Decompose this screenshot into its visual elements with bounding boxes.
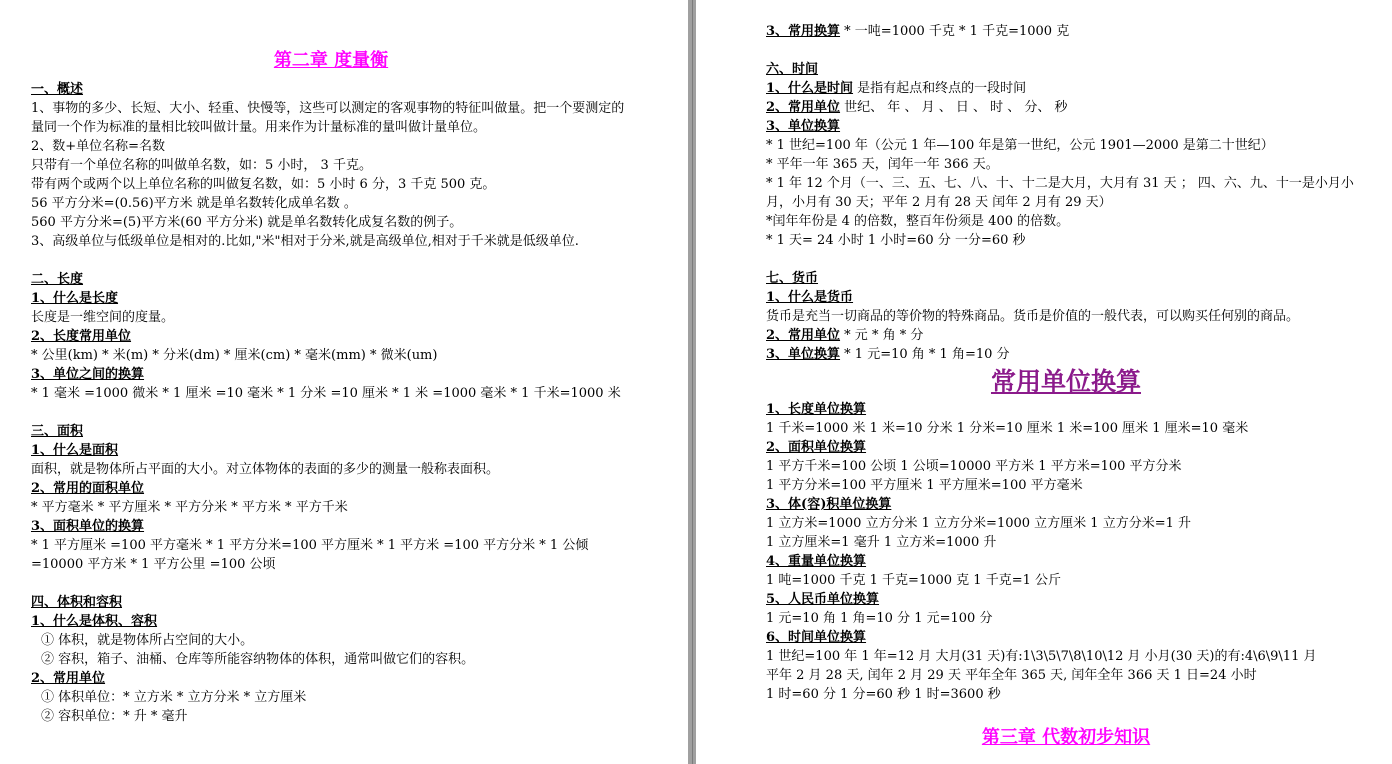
- volume-answer-2b: ② 容积单位：* 升 * 毫升: [41, 709, 188, 724]
- volume-question-2: 2、常用单位: [31, 671, 106, 686]
- overview-paragraph-1: 1、事物的多少、长短、大小、轻重、快慢等，这些可以测定的客观事物的特征叫做量。把一个要测定的量同一个作为标准的量相比较叫做计量。用来作为计量标准的量叫做计量单位。: [31, 101, 625, 135]
- section-heading-volume: 四、体积和容积: [31, 595, 123, 610]
- left-page: [0, 0, 688, 764]
- weight-conversion-label: 3、常用换算: [766, 24, 841, 39]
- section-heading-currency: 七、货币: [766, 271, 819, 286]
- overview-paragraph-7: 3、高级单位与低级单位是相对的.比如,"米"相对于分米,就是高级单位,相对于千米就是低级单位.: [31, 234, 579, 249]
- time-bullet-3: * 1 年 12 个月（一、三、五、七、八、十、十二是大月，大月有 31 天 ； 四、六、九、十一是小月小月，小月有 30 天；平年 2 月有 28 天 闰年 2 月有 29 天）: [766, 176, 1354, 210]
- overview-paragraph-2: 2、数+单位名称=名数: [31, 139, 166, 154]
- time-answer-2: 世纪、 年 、 月 、 日 、 时 、 分、 秒: [840, 100, 1068, 115]
- right-column: [766, 0, 1366, 752]
- volume-answer-1a: ① 体积，就是物体所占空间的大小。: [41, 633, 254, 648]
- conv-heading-length: 1、长度单位换算: [766, 402, 867, 417]
- time-question-1: 1、什么是时间: [766, 81, 854, 96]
- time-answer-1: 是指有起点和终点的一段时间: [853, 81, 1027, 96]
- section-heading-length: 二、长度: [31, 272, 84, 287]
- time-bullet-5: * 1 天= 24 小时 1 小时=60 分 一分=60 秒: [766, 233, 1026, 248]
- area-answer-3: * 1 平方厘米 =100 平方毫米 * 1 平方分米=100 平方厘米 * 1 平方米 =100 平方分米 * 1 公倾 =10000 平方米 * 1 平方公里 =100 公顷: [31, 538, 589, 572]
- time-bullet-1: * 1 世纪=100 年（公元 1 年—100 年是第一世纪，公元 1901—2000 是第二十世纪）: [766, 138, 1274, 153]
- weight-conversion-text: * 一吨=1000 千克 * 1 千克=1000 克: [840, 24, 1070, 39]
- time-line-1: [766, 79, 1366, 98]
- area-question-3: 3、面积单位的换算: [31, 519, 145, 534]
- conv-volume-line-2: 1 立方厘米=1 毫升 1 立方米=1000 升: [766, 535, 997, 550]
- conv-volume-line-1: 1 立方米=1000 立方分米 1 立方分米=1000 立方厘米 1 立方分米=1 升: [766, 516, 1191, 531]
- next-chapter-title: 第三章 代数初步知识: [981, 727, 1151, 748]
- volume-answer-2a: ① 体积单位：* 立方米 * 立方分米 * 立方厘米: [41, 690, 307, 705]
- currency-line-2: [766, 326, 1366, 345]
- conv-time-line-3: 1 时=60 分 1 分=60 秒 1 时=3600 秒: [766, 687, 1001, 702]
- conv-heading-volume: 3、体(容)积单位换算: [766, 497, 892, 512]
- area-question-1: 1、什么是面积: [31, 443, 119, 458]
- length-question-1: 1、什么是长度: [31, 291, 119, 306]
- section-heading-time: 六、时间: [766, 62, 819, 77]
- conv-area-line-2: 1 平方分米=100 平方厘米 1 平方厘米=100 平方毫米: [766, 478, 1083, 493]
- time-question-3: 3、单位换算: [766, 119, 841, 134]
- right-page: [696, 0, 1392, 764]
- conv-rmb-line: 1 元=10 角 1 角=10 分 1 元=100 分: [766, 611, 993, 626]
- area-answer-2: * 平方毫米 * 平方厘米 * 平方分米 * 平方米 * 平方千米: [31, 500, 348, 515]
- conv-heading-time: 6、时间单位换算: [766, 630, 867, 645]
- currency-line-3: [766, 345, 1366, 364]
- conv-heading-area: 2、面积单位换算: [766, 440, 867, 455]
- left-column: [31, 0, 631, 726]
- section-heading-area: 三、面积: [31, 424, 84, 439]
- overview-paragraph-6: 560 平方分米=(5)平方米(60 平方分米) 就是单名数转化成复名数的例子。: [31, 215, 463, 230]
- conversion-title: 常用单位换算: [990, 367, 1141, 396]
- area-question-2: 2、常用的面积单位: [31, 481, 145, 496]
- conv-heading-rmb: 5、人民币单位换算: [766, 592, 880, 607]
- weight-conversion-line: [766, 22, 1366, 41]
- overview-paragraph-5: 56 平方分米=(0.56)平方米 就是单名数转化成单名数 。: [31, 196, 357, 211]
- volume-question-1: 1、什么是体积、容积: [31, 614, 158, 629]
- time-line-2: [766, 98, 1366, 117]
- conv-heading-weight: 4、重量单位换算: [766, 554, 867, 569]
- volume-answer-1b: ② 容积，箱子、油桶、仓库等所能容纳物体的体积，通常叫做它们的容积。: [41, 652, 475, 667]
- currency-answer-1: 货币是充当一切商品的等价物的特殊商品。货币是价值的一般代表，可以购买任何别的商品。: [766, 309, 1300, 324]
- currency-question-1: 1、什么是货币: [766, 290, 854, 305]
- conv-weight-line: 1 吨=1000 千克 1 千克=1000 克 1 千克=1 公斤: [766, 573, 1061, 588]
- conv-length-line: 1 千米=1000 米 1 米=10 分米 1 分米=10 厘米 1 米=100 厘米 1 厘米=10 毫米: [766, 421, 1249, 436]
- length-answer-1: 长度是一维空间的度量。: [31, 310, 175, 325]
- time-question-2: 2、常用单位: [766, 100, 841, 115]
- conv-time-line-1: 1 世纪=100 年 1 年=12 月 大月(31 天)有:1\3\5\7\8\10\12 月 小月(30 天)的有:4\6\9\11 月: [766, 649, 1317, 664]
- length-answer-2: * 公里(km) * 米(m) * 分米(dm) * 厘米(cm) * 毫米(mm) * 微米(um): [31, 348, 438, 363]
- length-question-3: 3、单位之间的换算: [31, 367, 145, 382]
- time-bullet-2: * 平年一年 365 天，闰年一年 366 天。: [766, 157, 999, 172]
- conv-area-line-1: 1 平方千米=100 公顷 1 公顷=10000 平方米 1 平方米=100 平方分米: [766, 459, 1182, 474]
- currency-answer-3: * 1 元=10 角 * 1 角=10 分: [840, 347, 1010, 362]
- section-heading-overview: 一、概述: [31, 82, 84, 97]
- length-question-2: 2、长度常用单位: [31, 329, 132, 344]
- conv-time-line-2: 平年 2 月 28 天, 闰年 2 月 29 天 平年全年 365 天, 闰年全年 366 天 1 日=24 小时: [766, 668, 1257, 683]
- currency-question-3: 3、单位换算: [766, 347, 841, 362]
- overview-paragraph-4: 带有两个或两个以上单位名称的叫做复名数，如：5 小时 6 分，3 千克 500 克。: [31, 177, 496, 192]
- chapter-title: 第二章 度量衡: [273, 50, 389, 71]
- length-answer-3: * 1 毫米 =1000 微米 * 1 厘米 =10 毫米 * 1 分米 =10 厘米 * 1 米 =1000 毫米 * 1 千米=1000 米: [31, 386, 621, 401]
- gutter-divider: [692, 0, 693, 764]
- area-answer-1: 面积，就是物体所占平面的大小。对立体物体的表面的多少的测量一般称表面积。: [31, 462, 500, 477]
- currency-answer-2: * 元 * 角 * 分: [840, 328, 924, 343]
- overview-paragraph-3: 只带有一个单位名称的叫做单名数，如：5 小时， 3 千克。: [31, 158, 372, 173]
- time-bullet-4: *闰年年份是 4 的倍数，整百年份须是 400 的倍数。: [766, 214, 1070, 229]
- currency-question-2: 2、常用单位: [766, 328, 841, 343]
